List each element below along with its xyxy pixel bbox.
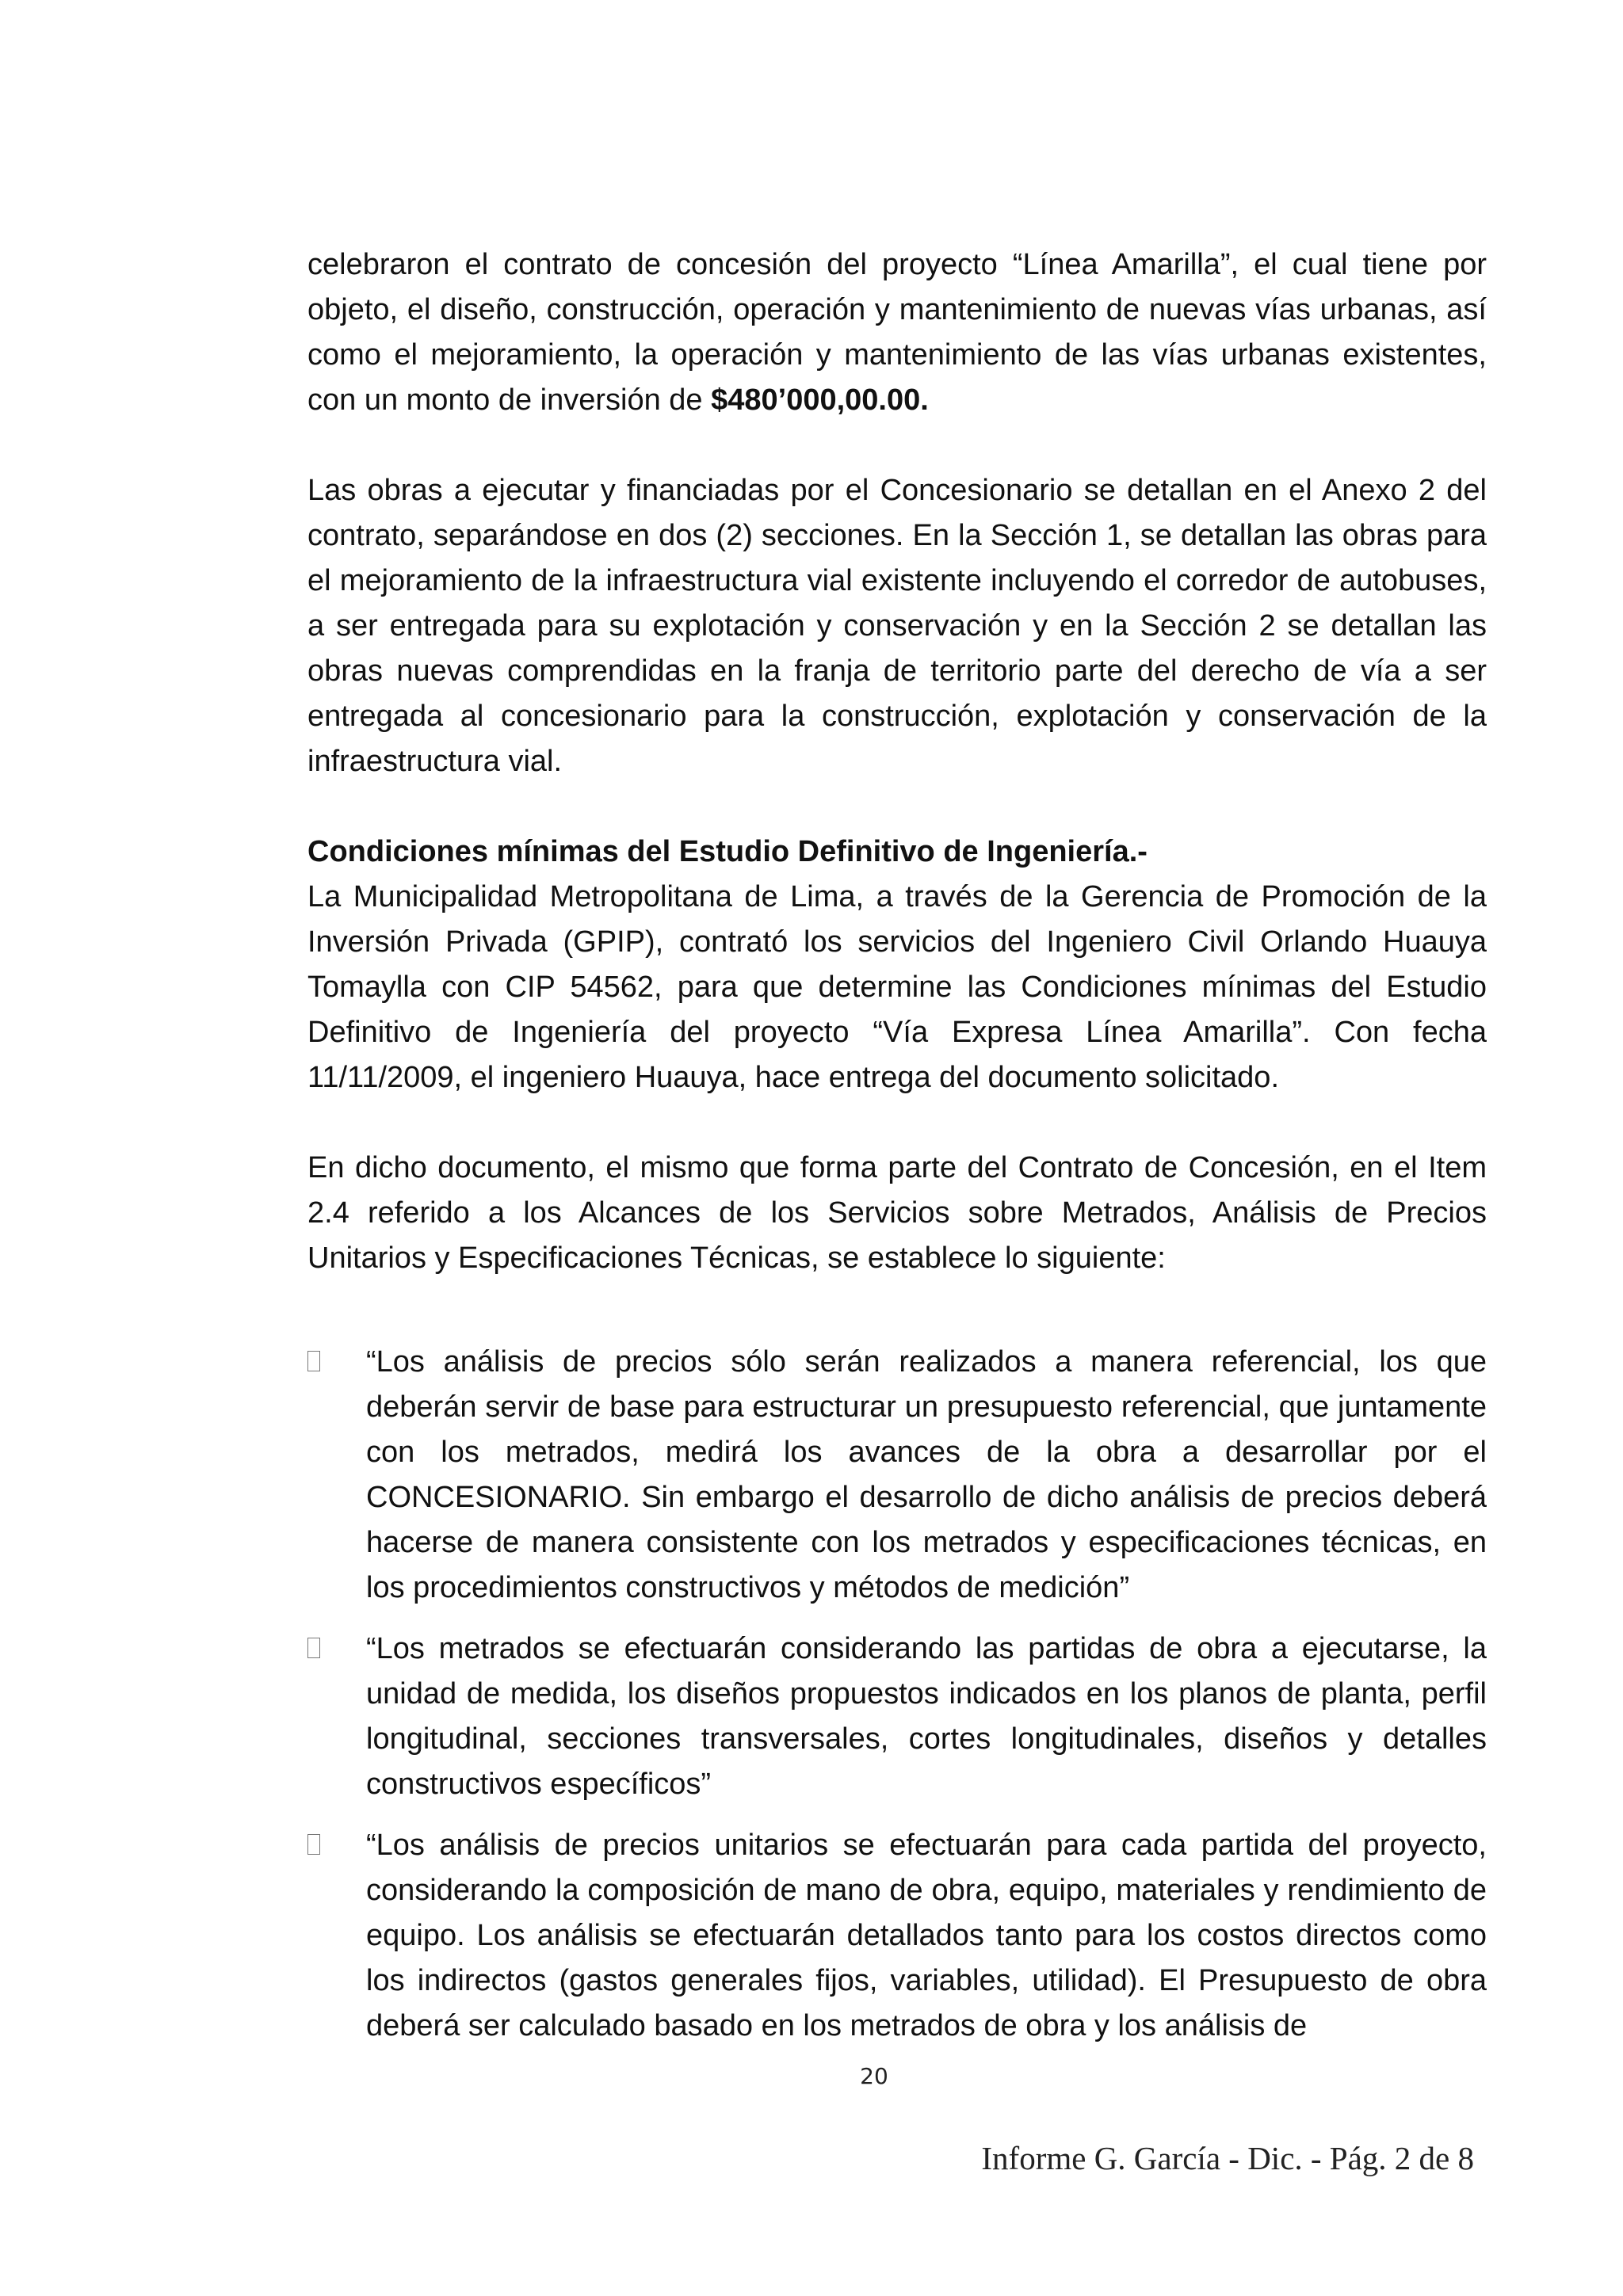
list-item <box>307 1823 1487 2049</box>
bullet-glyph-icon <box>307 1834 320 1855</box>
list-item <box>307 1340 1487 1611</box>
bullet-glyph-icon <box>307 1351 320 1371</box>
paragraph-municipality: La Municipalidad Metropolitana de Lima, a través de la Gerencia de Promoción de la Inversión Privada (GPIP), contrató los servicios del Ingeniero Civil Orlando Huauya Tomaylla con CIP 54562, para que determine las Condiciones mínimas del Estudio Definitivo de Ingeniería del proyecto “Vía Expresa Línea Amarilla”. Con fecha 11/11/2009, el ingeniero Huauya, hace entrega del documento solicitado. <box>307 880 1487 1094</box>
section-heading: Condiciones mínimas del Estudio Definitivo de Ingeniería.- <box>307 835 1148 868</box>
page-number: 20 <box>860 2063 888 2089</box>
document-body <box>307 242 1487 2065</box>
paragraph-contract-text: celebraron el contrato de concesión del proyecto “Línea Amarilla”, el cual tiene por objeto, el diseño, construcción, operación y mantenimiento de nuevas vías urbanas, así como el mejoramiento, la operación y mantenimiento de las vías urbanas existentes, con un monto de inversión de <box>307 248 1487 417</box>
paragraph-works: Las obras a ejecutar y financiadas por el Concesionario se detallan en el Anexo 2 del contrato, separándose en dos (2) secciones. En la Sección 1, se detallan las obras para el mejoramiento de la infraestructura vial existente incluyendo el corredor de autobuses, a ser entregada para su explotación y conservación y en la Sección 2 se detallan las obras nuevas comprendidas en la franja de territorio parte del derecho de vía a ser entregada al concesionario para la construcción, explotación y conservación de la infraestructura vial. <box>307 474 1487 778</box>
quoted-clauses-list <box>307 1340 1487 2049</box>
investment-amount: $480’000,00.00. <box>711 383 929 417</box>
list-item <box>307 1627 1487 1807</box>
list-item-text: “Los metrados se efectuarán considerando las partidas de obra a ejecutarse, la unidad de medida, los diseños propuestos indicados en los planos de planta, perfil longitudinal, secciones transversales, cortes longitudinales, diseños y detalles constructivos específicos” <box>366 1632 1487 1801</box>
paragraph-document-scope: En dicho documento, el mismo que forma parte del Contrato de Concesión, en el Item 2.4 referido a los Alcances de los Servicios sobre Metrados, Análisis de Precios Unitarios y Especificaciones Técnicas, se establece lo siguiente: <box>307 1151 1487 1275</box>
list-item-text: “Los análisis de precios unitarios se efectuarán para cada partida del proyecto, considerando la composición de mano de obra, equipo, materiales y rendimiento de equipo. Los análisis se efectuarán detallados tanto para los costos directos como los indirectos (gastos generales fijos, variables, utilidad). El Presupuesto de obra deberá ser calculado basado en los metrados de obra y los análisis de <box>366 1829 1487 2042</box>
list-item-text: “Los análisis de precios sólo serán realizados a manera referencial, los que deberán servir de base para estructurar un presupuesto referencial, que juntamente con los metrados, medirá los avances de la obra a desarrollar por el CONCESIONARIO. Sin embargo el desarrollo de dicho análisis de precios deberá hacerse de manera consistente con los metrados y especificaciones técnicas, en los procedimientos constructivos y métodos de medición” <box>366 1345 1487 1604</box>
paragraph-contract <box>307 242 1487 423</box>
bullet-glyph-icon <box>307 1638 320 1658</box>
page-footer: Informe G. García - Dic. - Pág. 2 de 8 <box>981 2140 1474 2176</box>
